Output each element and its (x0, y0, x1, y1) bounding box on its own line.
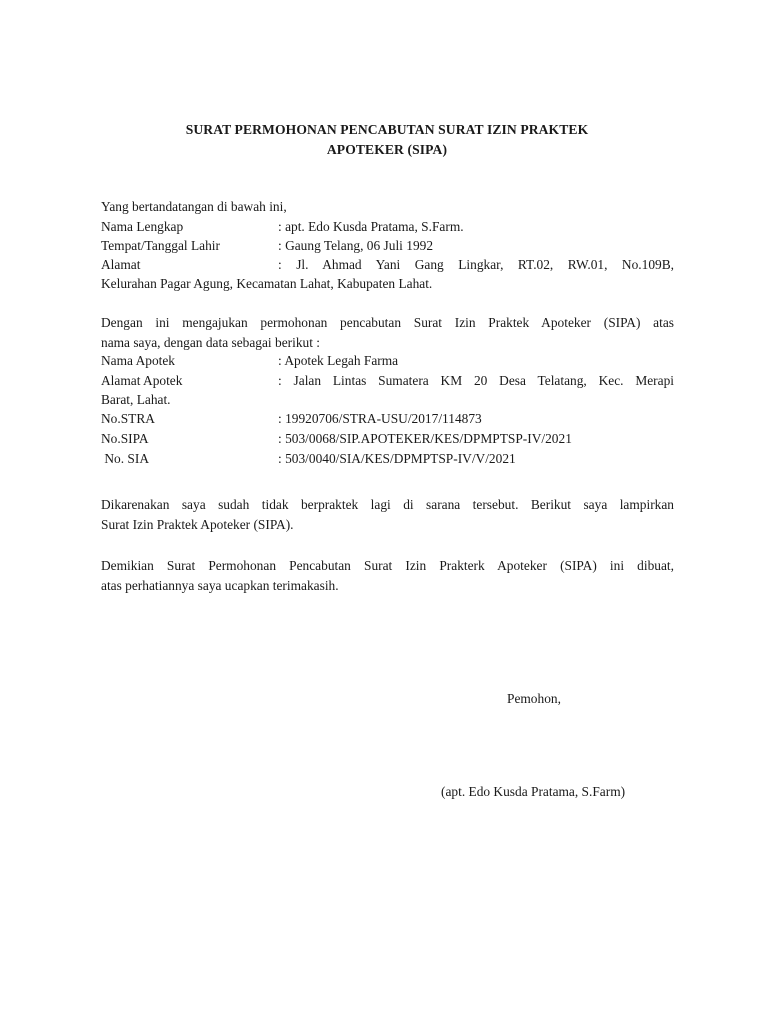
pharmacy-address-value: : Jalan Lintas Sumatera KM 20 Desa Telatang, Kec. Merapi (278, 373, 674, 388)
closing-line2: atas perhatiannya saya ucapkan terimakasih. (101, 578, 339, 593)
applicant-name-label: Nama Lengkap (101, 219, 184, 234)
closing-paragraph (101, 556, 674, 596)
sia-value: : 503/0040/SIA/KES/DPMPTSP-IV/V/2021 (278, 451, 516, 466)
reason-line2: Surat Izin Praktek Apoteker (SIPA). (101, 517, 294, 532)
request-line1: Dengan ini mengajukan permohonan pencabutan Surat Izin Praktek Apoteker (SIPA) atas (101, 315, 674, 330)
applicant-birth-row (101, 236, 674, 256)
pharmacy-name-value: : Apotek Legah Farma (278, 353, 399, 368)
applicant-birth-label: Tempat/Tanggal Lahir (101, 238, 220, 253)
signature-name: (apt. Edo Kusda Pratama, S.Farm) (441, 784, 626, 799)
applicant-address-row (101, 255, 674, 275)
document-title-line2: APOTEKER (SIPA) (326, 142, 448, 157)
request-paragraph (101, 313, 674, 353)
sipa-label: No.SIPA (101, 431, 149, 446)
closing-line1: Demikian Surat Permohonan Pencabutan Surat Izin Prakterk Apoteker (SIPA) ini dibuat, (101, 558, 674, 573)
sia-row (101, 449, 674, 469)
request-line2: nama saya, dengan data sebagai berikut : (101, 335, 320, 350)
stra-value: : 19920706/STRA-USU/2017/114873 (278, 411, 482, 426)
applicant-address-continuation: Kelurahan Pagar Agung, Kecamatan Lahat, Kabupaten Lahat. (101, 276, 433, 291)
sipa-value: : 503/0068/SIP.APOTEKER/KES/DPMPTSP-IV/2021 (278, 431, 572, 446)
applicant-address-value: : Jl. Ahmad Yani Gang Lingkar, RT.02, RW.01, No.109B, (278, 257, 674, 272)
stra-row (101, 409, 674, 429)
pharmacy-name-label: Nama Apotek (101, 353, 176, 368)
reason-paragraph (101, 495, 674, 535)
pharmacy-address-continuation: Barat, Lahat. (101, 392, 171, 407)
pharmacy-address-label: Alamat Apotek (101, 373, 183, 388)
signature-role: Pemohon, (507, 691, 561, 706)
applicant-name-row (101, 217, 674, 237)
sipa-row (101, 429, 674, 449)
pharmacy-name-row (101, 351, 674, 371)
reason-line1: Dikarenakan saya sudah tidak berpraktek lagi di sarana tersebut. Berikut saya lampirkan (101, 497, 674, 512)
intro-text: Yang bertandatangan di bawah ini, (101, 199, 287, 214)
document-title-line1: SURAT PERMOHONAN PENCABUTAN SURAT IZIN PRAKTEK (185, 122, 589, 137)
applicant-address-label: Alamat (101, 257, 141, 272)
applicant-name-value: : apt. Edo Kusda Pratama, S.Farm. (278, 219, 464, 234)
stra-label: No.STRA (101, 411, 155, 426)
sia-label: No. SIA (101, 451, 149, 466)
pharmacy-address-row (101, 371, 674, 391)
applicant-birth-value: : Gaung Telang, 06 Juli 1992 (278, 238, 434, 253)
